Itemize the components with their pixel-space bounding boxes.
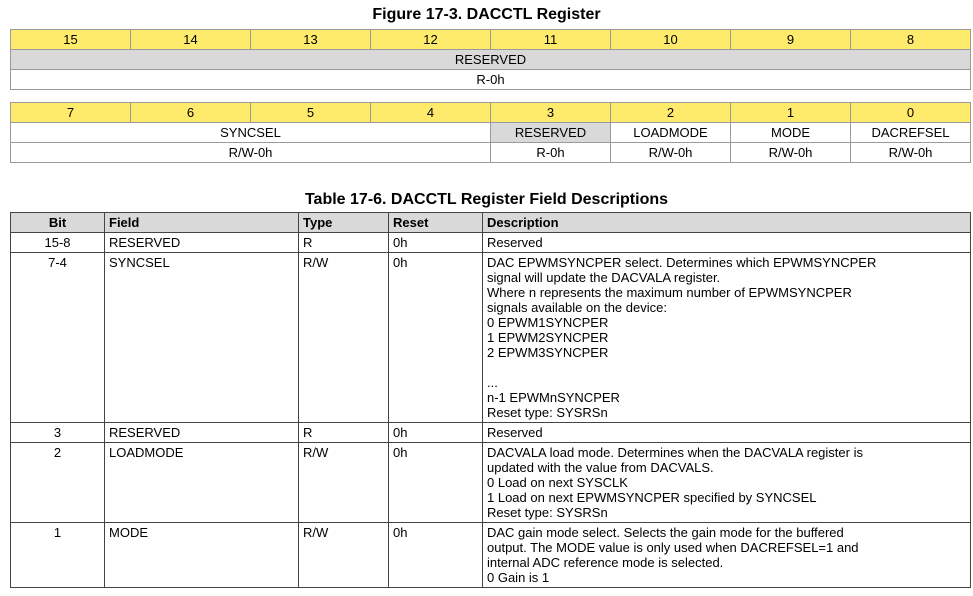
field-dacrefsel: DACREFSEL	[851, 123, 971, 143]
field-description-table	[10, 212, 971, 588]
table-row	[11, 443, 971, 523]
description-line: 0 Gain is 1	[487, 570, 550, 585]
bit-7: 7	[11, 103, 131, 123]
description-line: 1 EPWM2SYNCPER	[487, 330, 609, 345]
field-name-row	[11, 50, 971, 70]
register-lower-byte	[10, 102, 971, 163]
cell-field: RESERVED	[105, 233, 299, 253]
cell-bit: 2	[11, 443, 105, 523]
table-row	[11, 523, 971, 588]
register-upper-byte	[10, 29, 971, 90]
field-reserved-upper: RESERVED	[11, 50, 971, 70]
table-row	[11, 423, 971, 443]
description-line: signal will update the DACVALA register.	[487, 270, 721, 285]
access-dacrefsel: R/W-0h	[851, 143, 971, 163]
description-line: Reserved	[487, 425, 543, 440]
cell-type: R	[299, 233, 389, 253]
header-description: Description	[483, 213, 971, 233]
bit-10: 10	[611, 30, 731, 50]
cell-reset: 0h	[389, 233, 483, 253]
field-loadmode: LOADMODE	[611, 123, 731, 143]
cell-reset: 0h	[389, 443, 483, 523]
cell-field: LOADMODE	[105, 443, 299, 523]
bit-3: 3	[491, 103, 611, 123]
cell-type: R	[299, 423, 389, 443]
cell-bit: 3	[11, 423, 105, 443]
field-name-row	[11, 123, 971, 143]
cell-reset: 0h	[389, 423, 483, 443]
field-reserved-bit3: RESERVED	[491, 123, 611, 143]
description-line: ...	[487, 375, 498, 390]
description-line: signals available on the device:	[487, 300, 667, 315]
access-reserved-upper: R-0h	[11, 70, 971, 90]
cell-bit: 1	[11, 523, 105, 588]
description-line: 0 Load on next SYSCLK	[487, 475, 628, 490]
bit-4: 4	[371, 103, 491, 123]
bit-8: 8	[851, 30, 971, 50]
figure-title: Figure 17-3. DACCTL Register	[372, 6, 601, 23]
description-line: 2 EPWM3SYNCPER	[487, 345, 609, 360]
description-line	[487, 360, 966, 375]
header-type: Type	[299, 213, 389, 233]
description-line: Where n represents the maximum number of EPWMSYNCPER	[487, 285, 852, 300]
cell-bit: 7-4	[11, 253, 105, 423]
cell-description	[483, 523, 971, 588]
access-reserved-bit3: R-0h	[491, 143, 611, 163]
cell-type: R/W	[299, 523, 389, 588]
table-row	[11, 253, 971, 423]
cell-reset: 0h	[389, 523, 483, 588]
header-field: Field	[105, 213, 299, 233]
bit-2: 2	[611, 103, 731, 123]
cell-field: RESERVED	[105, 423, 299, 443]
table-row	[11, 233, 971, 253]
bit-number-row	[11, 30, 971, 50]
bit-5: 5	[251, 103, 371, 123]
bit-14: 14	[131, 30, 251, 50]
field-syncsel: SYNCSEL	[11, 123, 491, 143]
cell-reset: 0h	[389, 253, 483, 423]
access-row	[11, 70, 971, 90]
cell-bit: 15-8	[11, 233, 105, 253]
cell-type: R/W	[299, 253, 389, 423]
field-mode: MODE	[731, 123, 851, 143]
cell-description	[483, 423, 971, 443]
bit-13: 13	[251, 30, 371, 50]
table-header-row	[11, 213, 971, 233]
bit-9: 9	[731, 30, 851, 50]
bit-number-row	[11, 103, 971, 123]
cell-description	[483, 253, 971, 423]
access-mode: R/W-0h	[731, 143, 851, 163]
description-line: DACVALA load mode. Determines when the DACVALA register is	[487, 445, 863, 460]
access-row	[11, 143, 971, 163]
header-bit: Bit	[11, 213, 105, 233]
bit-6: 6	[131, 103, 251, 123]
table-title: Table 17-6. DACCTL Register Field Descriptions	[304, 191, 669, 208]
description-line: 1 Load on next EPWMSYNCPER specified by SYNCSEL	[487, 490, 817, 505]
description-line: updated with the value from DACVALS.	[487, 460, 714, 475]
description-line: Reset type: SYSRSn	[487, 505, 608, 520]
bit-1: 1	[731, 103, 851, 123]
cell-field: MODE	[105, 523, 299, 588]
bit-15: 15	[11, 30, 131, 50]
description-line: Reserved	[487, 235, 543, 250]
description-line: Reset type: SYSRSn	[487, 405, 608, 420]
cell-description	[483, 233, 971, 253]
description-line: DAC EPWMSYNCPER select. Determines which EPWMSYNCPER	[487, 255, 877, 270]
header-reset: Reset	[389, 213, 483, 233]
access-syncsel: R/W-0h	[11, 143, 491, 163]
access-loadmode: R/W-0h	[611, 143, 731, 163]
description-line: internal ADC reference mode is selected.	[487, 555, 724, 570]
description-line: output. The MODE value is only used when DACREFSEL=1 and	[487, 540, 859, 555]
bit-12: 12	[371, 30, 491, 50]
description-line: 0 EPWM1SYNCPER	[487, 315, 609, 330]
description-line: DAC gain mode select. Selects the gain mode for the buffered	[487, 525, 844, 540]
bit-0: 0	[851, 103, 971, 123]
bit-11: 11	[491, 30, 611, 50]
cell-field: SYNCSEL	[105, 253, 299, 423]
description-line: n-1 EPWMnSYNCPER	[487, 390, 620, 405]
cell-description	[483, 443, 971, 523]
cell-type: R/W	[299, 443, 389, 523]
